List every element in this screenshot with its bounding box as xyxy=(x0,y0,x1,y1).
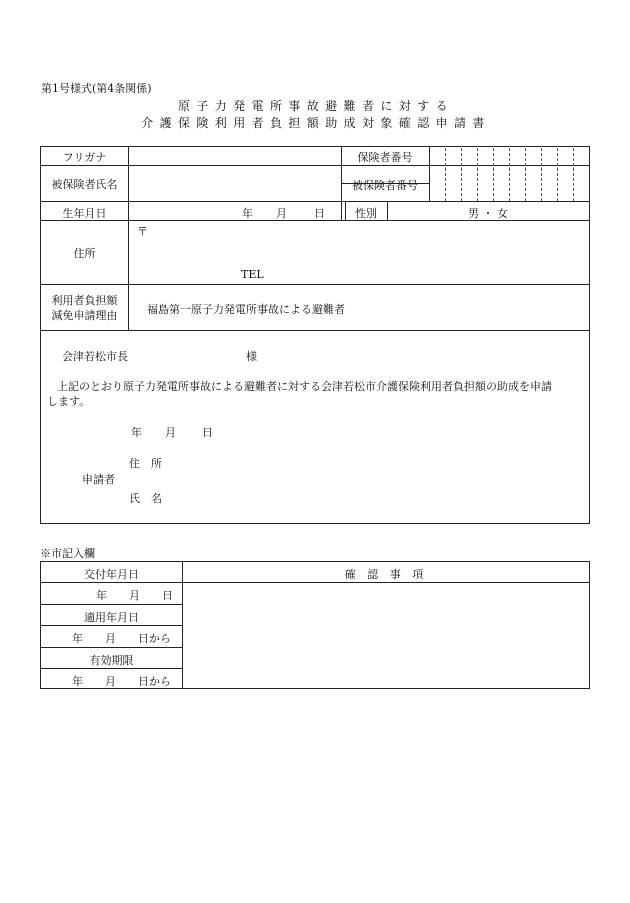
date-month: 月 xyxy=(165,426,176,439)
addressee: 会津若松市長 xyxy=(62,350,128,363)
validity-label: 有効期限 xyxy=(89,654,134,667)
insured-number-field[interactable] xyxy=(430,147,588,183)
birthdate-label: 生年月日 xyxy=(62,207,107,220)
form-title-line2: 介護保険利用者負担額助成対象確認申請書 xyxy=(141,116,491,130)
applicant-label: 申請者 xyxy=(82,473,115,486)
postal-mark: 〒 xyxy=(137,225,148,238)
form-number: 第1号様式(第4条関係) xyxy=(41,82,152,95)
honorific: 様 xyxy=(246,350,257,363)
birthdate-year: 年 xyxy=(242,207,253,220)
request-text-line2: します。 xyxy=(47,395,91,408)
name-label: 被保険者氏名 xyxy=(51,178,118,191)
sex-options[interactable]: 男 ・ 女 xyxy=(468,207,508,220)
application-form-table xyxy=(40,146,590,524)
row-line xyxy=(41,284,589,285)
insured-person-number-field[interactable] xyxy=(430,184,588,201)
furigana-label: フリガナ xyxy=(62,151,107,164)
furigana-field[interactable] xyxy=(129,147,341,165)
row-line xyxy=(41,625,182,626)
row-line xyxy=(41,330,589,331)
birthdate-day: 日 xyxy=(314,207,325,220)
insured-number-label: 保険者番号 xyxy=(357,151,413,164)
insured-person-number-label: 被保険者番号 xyxy=(352,179,418,192)
applicant-name-label: 氏 名 xyxy=(129,492,162,505)
address-label: 住所 xyxy=(73,247,96,260)
birthdate-month: 月 xyxy=(276,207,287,220)
reason-label-line2: 減免申請理由 xyxy=(51,309,118,322)
office-use-table xyxy=(40,561,590,689)
reason-value: 福島第一原子力発電所事故による避難者 xyxy=(147,303,345,316)
sex-label: 性別 xyxy=(355,207,377,220)
validity-value: 年 月 日から xyxy=(72,675,171,688)
row-line xyxy=(41,647,182,648)
confirmation-label: 確 認 事 項 xyxy=(344,568,428,581)
date-year: 年 xyxy=(131,426,142,439)
applicable-date-value: 年 月 日から xyxy=(72,632,171,645)
reason-label-line1: 利用者負担額 xyxy=(51,294,118,307)
row-line xyxy=(41,201,589,202)
issue-date-value: 年 月 日 xyxy=(96,589,173,602)
tel-label: TEL xyxy=(241,268,264,281)
row-line xyxy=(41,604,182,605)
request-text-line1: 上記のとおり原子力発電所事故による避難者に対する会津若松市介護保険利用者負担額の助成を申請 xyxy=(57,380,552,393)
form-title-line1: 原子力発電所事故避難者に対する xyxy=(177,99,454,113)
name-field[interactable] xyxy=(129,166,341,201)
applicable-date-label: 適用年月日 xyxy=(84,611,139,624)
address-field[interactable] xyxy=(151,221,588,265)
issue-date-label: 交付年月日 xyxy=(84,568,139,581)
row-line xyxy=(41,668,182,669)
applicant-address-label: 住 所 xyxy=(129,457,162,470)
confirmation-field[interactable] xyxy=(183,583,589,688)
office-section-heading: ※市記入欄 xyxy=(40,547,95,560)
date-day: 日 xyxy=(202,426,213,439)
